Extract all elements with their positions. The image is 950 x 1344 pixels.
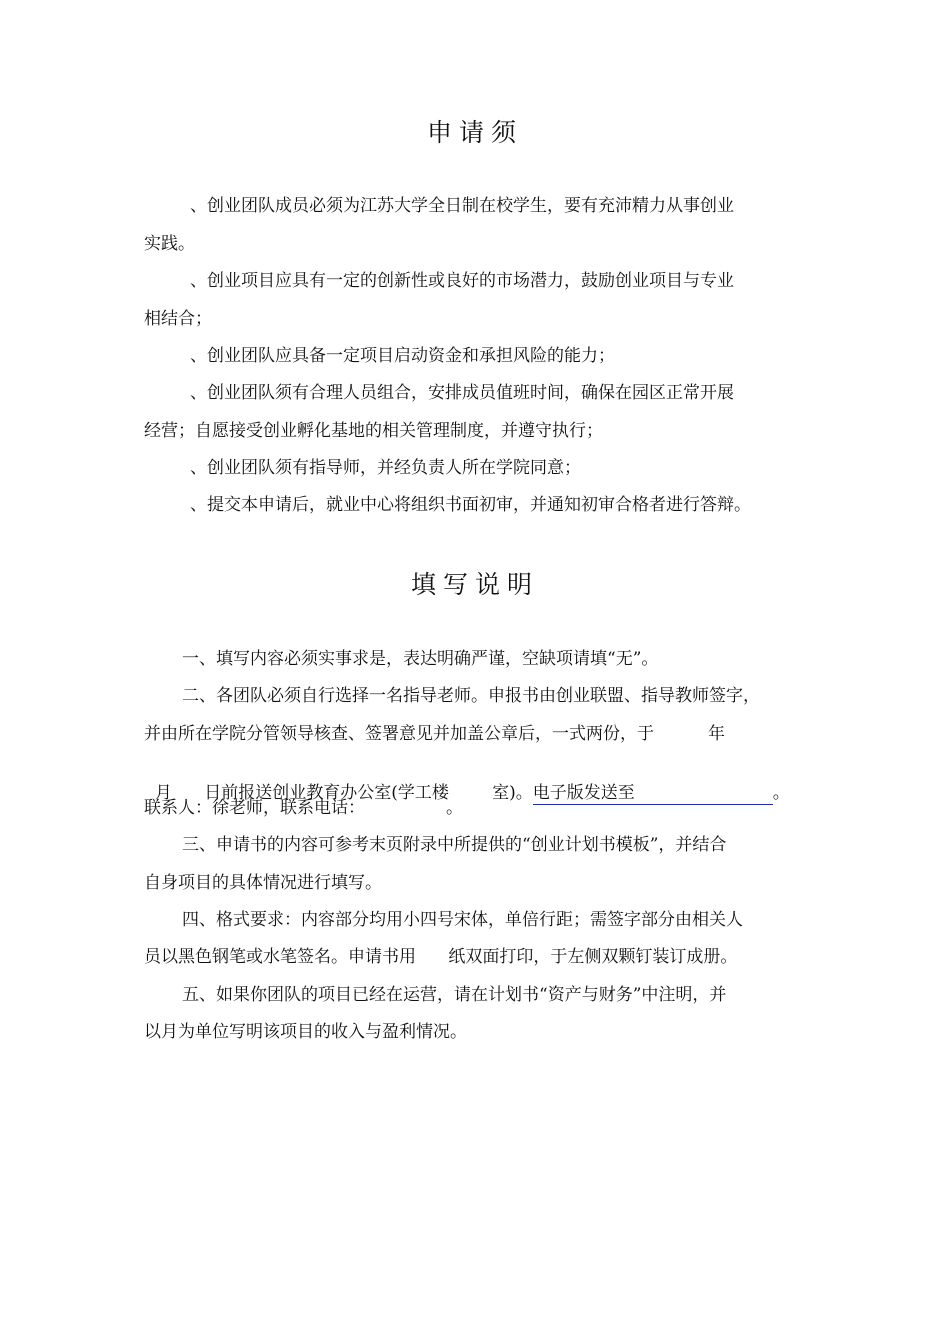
instruction-5-continued: 以月为单位写明该项目的收入与盈利情况。 — [144, 1022, 467, 1042]
section-heading-application-notice: 申请须 — [426, 118, 523, 147]
instruction-4: 四、格式要求：内容部分均用小四号宋体，单倍行距；需签字部分由相关人 — [182, 910, 743, 930]
email-link[interactable] — [533, 782, 773, 805]
notice-item-2: 、创业项目应具有一定的创新性或良好的市场潜力，鼓励创业项目与专业 — [190, 271, 734, 291]
instruction-5: 五、如果你团队的项目已经在运营，请在计划书“资产与财务”中注明，并 — [182, 985, 727, 1005]
email-link-label: 电子版发送至 — [532, 783, 635, 803]
instruction-3: 三、申请书的内容可参考末页附录中所提供的“创业计划书模板”，并结合 — [182, 835, 727, 855]
notice-item-2-continued: 相结合； — [144, 309, 212, 329]
notice-item-3: 、创业团队应具备一定项目启动资金和承担风险的能力； — [190, 346, 615, 366]
notice-item-5: 、创业团队须有指导师，并经负责人所在学院同意； — [190, 458, 581, 478]
section-heading-filling-instructions: 填写说明 — [410, 570, 539, 599]
notice-item-1: 、创业团队成员必须为江苏大学全日制在校学生，要有充沛精力从事创业 — [190, 196, 734, 216]
instruction-1: 一、填写内容必须实事求是，表达明确严谨，空缺项请填“无”。 — [182, 649, 659, 669]
notice-item-6: 、提交本申请后，就业中心将组织书面初审，并通知初审合格者进行答辩。 — [190, 495, 751, 515]
notice-item-1-continued: 实践。 — [144, 234, 195, 254]
contact-line: 联系人：徐老师，联系电话： 。 — [144, 798, 464, 818]
instruction-2-continued: 并由所在学院分管领导核查、签署意见并加盖公章后，一式两份，于 年 — [144, 724, 726, 744]
notice-item-4-continued: 经营；自愿接受创业孵化基地的相关管理制度，并遵守执行； — [144, 421, 603, 441]
instruction-2: 二、各团队必须自行选择一名指导老师。申报书由创业联盟、指导教师签字， — [182, 686, 760, 706]
instruction-3-continued: 自身项目的具体情况进行填写。 — [144, 873, 382, 893]
submission-line-end: 。 — [772, 783, 790, 803]
notice-item-4: 、创业团队须有合理人员组合，安排成员值班时间，确保在园区正常开展 — [190, 383, 734, 403]
submission-deadline-text: 月 日前报送创业教育办公室(学工楼 室)。 — [154, 783, 533, 803]
instruction-4-continued: 员以黑色钢笔或水笔签名。申请书用 纸双面打印，于左侧双颗钉装订成册。 — [144, 947, 738, 967]
